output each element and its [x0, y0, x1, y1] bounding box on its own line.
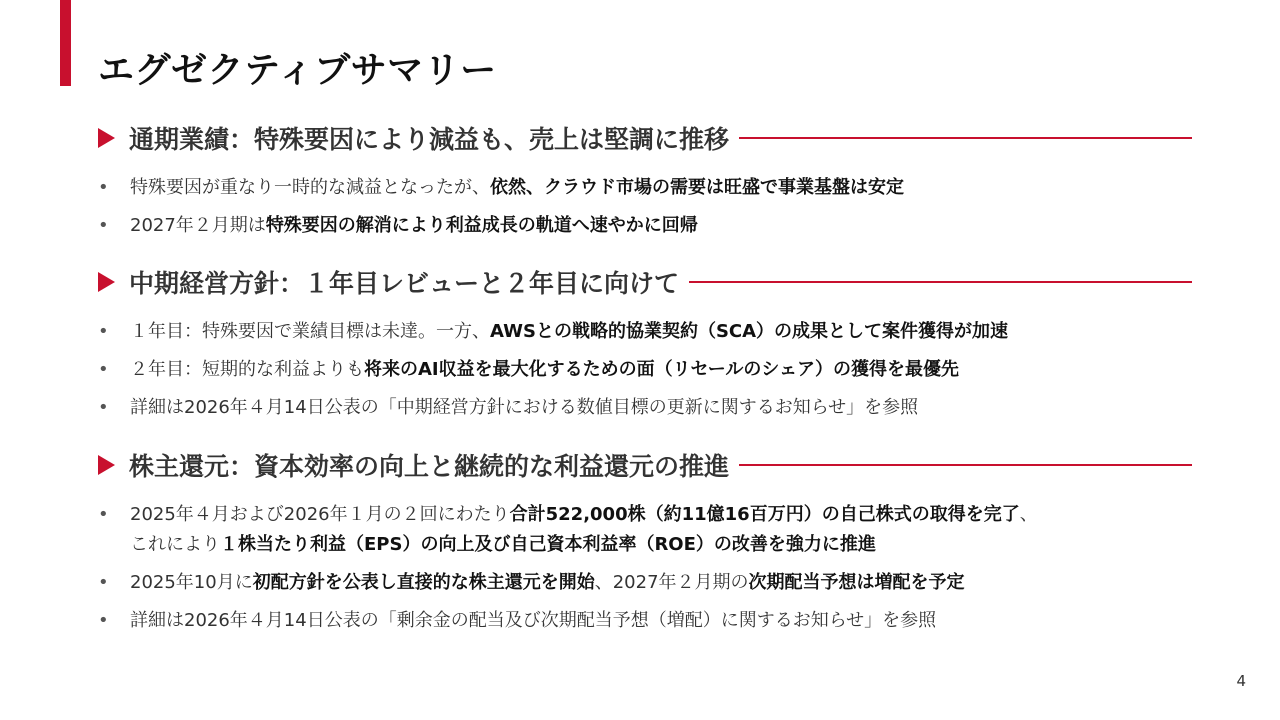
page-number: 4: [1236, 672, 1246, 690]
bullet-dot-icon: •: [98, 397, 109, 418]
section-divider-line: [739, 464, 1192, 466]
bold-text-run: 次期配当予想は増配を予定: [748, 572, 965, 593]
bullet-dot-icon: •: [98, 572, 109, 593]
bold-text-run: 依然、クラウド市場の需要は旺盛で事業基盤は安定: [490, 177, 904, 198]
section-divider-line: [739, 137, 1192, 139]
section-title: 中期経営方針：１年目レビューと２年目に向けて: [129, 269, 680, 298]
bullet-line: [130, 568, 1208, 598]
bullet-line: [130, 530, 1208, 560]
bullet-dot-icon: •: [98, 321, 109, 342]
text-run: 2027年２月期は: [130, 215, 266, 236]
text-run: ２年目：短期的な利益よりも: [130, 359, 364, 380]
bullet-line: [130, 355, 1208, 385]
bullet-text: [130, 568, 1208, 598]
section-divider-line: [689, 281, 1192, 283]
bullet-text: [130, 173, 1208, 203]
bullet-dot-icon: •: [98, 177, 109, 198]
text-run: 2025年４月および2026年１月の２回にわたり: [130, 504, 510, 525]
bullet-line: [130, 500, 1208, 530]
bullet-line: [130, 606, 1208, 636]
triangle-arrow-icon: [98, 128, 115, 148]
text-run: １年目：特殊要因で業績目標は未達。一方、: [130, 321, 490, 342]
bold-text-run: 合計522,000株（約11億16百万円）の自己株式の取得を完了: [509, 504, 1020, 525]
bullet-dot-icon: •: [98, 215, 109, 236]
bold-text-run: 将来のAI収益を最大化するための面（リセールのシェア）の獲得を最優先: [364, 359, 960, 380]
text-run: 特殊要因が重なり一時的な減益となったが、: [130, 177, 490, 198]
bullet-line: [130, 211, 1208, 241]
bullet-line: [130, 393, 1208, 423]
bullet-item: [98, 500, 1208, 560]
page-title: エグゼクティブサマリー: [98, 50, 497, 91]
bullet-text: [130, 317, 1208, 347]
section-title: 通期業績：特殊要因により減益も、売上は堅調に推移: [129, 125, 730, 154]
text-run: 2025年10月に: [130, 572, 253, 593]
section-header-results: [98, 118, 1192, 158]
bullet-item: [98, 606, 1208, 636]
bullet-item: [98, 568, 1208, 598]
title-accent-bar: [60, 0, 71, 86]
text-run: 詳細は2026年４月14日公表の「中期経営方針における数値目標の更新に関するお知らせ」を参照: [130, 397, 919, 418]
bullet-line: [130, 317, 1208, 347]
bullet-text: [130, 393, 1208, 423]
bullet-dot-icon: •: [98, 504, 109, 525]
bullet-line: [130, 173, 1208, 203]
triangle-arrow-icon: [98, 455, 115, 475]
text-run: これにより: [130, 534, 220, 555]
bullet-dot-icon: •: [98, 359, 109, 380]
text-run: 、2027年２月期の: [594, 572, 749, 593]
section-header-shareholder-returns: [98, 445, 1192, 485]
bullet-item: [98, 317, 1208, 347]
bold-text-run: 特殊要因の解消により利益成長の軌道へ速やかに回帰: [265, 215, 698, 236]
text-run: 、: [1019, 504, 1038, 525]
bullet-text: [130, 355, 1208, 385]
bullet-item: [98, 393, 1208, 423]
bullet-item: [98, 355, 1208, 385]
text-run: 詳細は2026年４月14日公表の「剰余金の配当及び次期配当予想（増配）に関するお知らせ」を参照: [130, 610, 937, 631]
bold-text-run: 初配方針を公表し直接的な株主還元を開始: [252, 572, 595, 593]
section-title: 株主還元：資本効率の向上と継続的な利益還元の推進: [129, 452, 730, 481]
triangle-arrow-icon: [98, 272, 115, 292]
bullet-dot-icon: •: [98, 610, 109, 631]
bold-text-run: １株当たり利益（EPS）の向上及び自己資本利益率（ROE）の改善を強力に推進: [220, 534, 876, 555]
section-header-midterm-policy: [98, 262, 1192, 302]
bullet-text: [130, 500, 1208, 560]
bullet-text: [130, 211, 1208, 241]
bullet-item: [98, 211, 1208, 241]
bold-text-run: AWSとの戦略的協業契約（SCA）の成果として案件獲得が加速: [490, 321, 1009, 342]
bullet-text: [130, 606, 1208, 636]
bullet-item: [98, 173, 1208, 203]
